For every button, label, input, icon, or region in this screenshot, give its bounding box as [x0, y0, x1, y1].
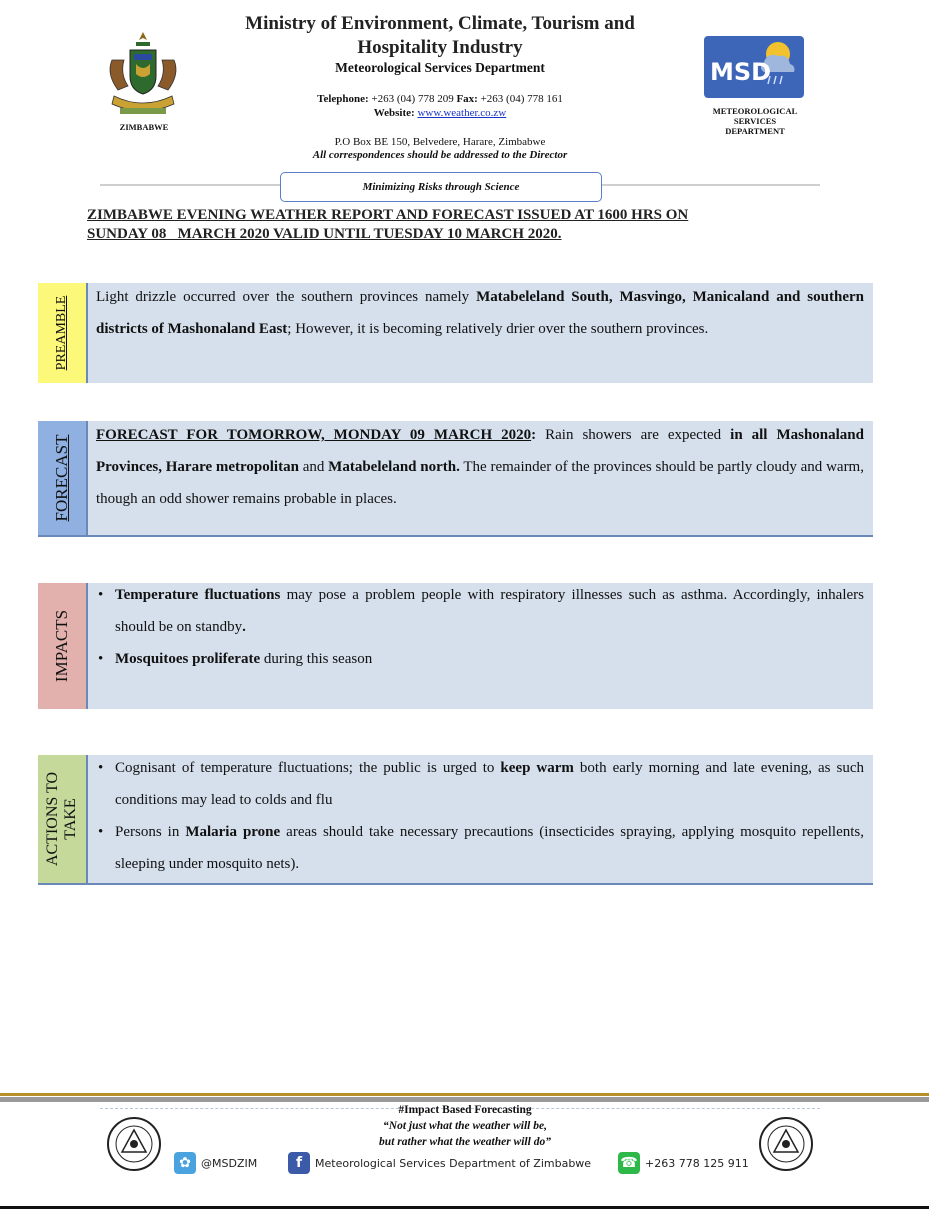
msd-label-line3: DEPARTMENT — [725, 126, 785, 136]
page-bottom-rule — [0, 1206, 929, 1209]
fax-label: Fax: — [456, 93, 478, 105]
forecast-heading: FORECAST FOR TOMORROW, MONDAY 09 MARCH 2020 — [96, 427, 532, 443]
msd-label — [700, 106, 810, 136]
footer-hashtag: #Impact Based Forecasting — [398, 1104, 532, 1116]
preamble-section — [38, 283, 873, 383]
website-label: Website: — [373, 107, 415, 119]
country-label: ZIMBABWE — [119, 122, 169, 132]
forecast-areas-2: Matabeleland north. — [328, 459, 460, 475]
msd-logo — [704, 36, 804, 98]
action-1-text-2: both early morning and late evening, as such conditions may lead to colds and flu — [115, 760, 864, 808]
postal-address: P.O Box BE 150, Belvedere, Harare, Zimbabwe — [334, 136, 546, 148]
twitter-contact[interactable] — [174, 1152, 257, 1174]
impacts-section — [38, 583, 873, 709]
forecast-text-3: The remainder of the provinces should be partly cloudy and warm, though an odd shower remains probable in places. — [96, 459, 864, 507]
facebook-contact[interactable] — [288, 1152, 591, 1174]
iso-seal-right-icon — [758, 1116, 814, 1172]
list-item — [115, 752, 864, 816]
report-title-line1: ZIMBABWE EVENING WEATHER REPORT AND FORECAST ISSUED AT 1600 HRS ON — [87, 207, 689, 223]
address-block — [200, 136, 680, 162]
report-title-line2: SUNDAY 08 MARCH 2020 VALID UNTIL TUESDAY 10 MARCH 2020. — [87, 226, 562, 242]
ministry-name: Ministry of Environment, Climate, Tourism and Hospitality Industry — [245, 13, 635, 58]
footer-quote-line2: but rather what the weather will do” — [379, 1136, 551, 1148]
motto-banner: Minimizing Risks through Science — [280, 172, 602, 202]
whatsapp-icon: ☎ — [618, 1152, 640, 1174]
telephone-label: Telephone: — [317, 93, 369, 105]
forecast-areas-1: in all Mashonaland Provinces, Harare metropolitan — [96, 427, 864, 475]
actions-section — [38, 755, 873, 885]
footer-quote — [300, 1118, 630, 1150]
correspondence-note: All correspondences should be addressed to the Director — [312, 149, 568, 161]
msd-label-line2: SERVICES — [733, 116, 777, 126]
actions-label-line2: TAKE — [62, 798, 79, 840]
coat-of-arms-logo — [100, 30, 186, 120]
contact-info — [200, 92, 680, 120]
forecast-text — [96, 419, 864, 515]
impact-1-end: . — [242, 619, 246, 635]
whatsapp-contact[interactable] — [618, 1152, 749, 1174]
twitter-handle: @MSDZIM — [201, 1156, 258, 1170]
department-name: Meteorological Services Department — [335, 60, 545, 75]
action-2-text-1: Persons in — [115, 824, 186, 840]
actions-list — [96, 752, 864, 880]
footer-quote-line1: “Not just what the weather will be, — [383, 1120, 547, 1132]
impacts-label: IMPACTS — [52, 609, 71, 683]
report-title — [87, 206, 847, 244]
preamble-provinces: Matabeleland South, Masvingo, Manicaland and southern districts of Mashonaland East — [96, 289, 864, 337]
twitter-icon: ✿ — [174, 1152, 196, 1174]
website-link[interactable]: www.weather.co.zw — [417, 107, 507, 119]
list-item — [115, 816, 864, 880]
action-1-text-1: Cognisant of temperature fluctuations; the public is urged to — [115, 760, 501, 776]
facebook-page: Meteorological Services Department of Zimbabwe — [315, 1156, 592, 1170]
impacts-list — [96, 579, 864, 675]
forecast-label: FORECAST — [52, 434, 71, 522]
impact-2-bold: Mosquitoes proliferate — [115, 651, 261, 667]
impact-2-text: during this season — [260, 651, 373, 667]
telephone-number: +263 (04) 778 209 — [371, 93, 454, 105]
impacts-tab — [38, 583, 88, 709]
list-item — [115, 579, 864, 643]
actions-label-line1: ACTIONS TO — [44, 771, 61, 867]
iso-seal-left-icon — [106, 1116, 162, 1172]
preamble-text-1: Light drizzle occurred over the southern provinces namely — [96, 289, 477, 305]
impact-1-text: may pose a problem people with respiratory illnesses such as asthma. Accordingly, inhalers should be on standby — [115, 587, 864, 635]
forecast-text-2: and — [298, 459, 329, 475]
msd-label-line1: METEOROLOGICAL — [712, 106, 798, 116]
facebook-icon: f — [288, 1152, 310, 1174]
footer-gold-rule — [0, 1093, 929, 1096]
msd-logo-text: MSD — [710, 58, 772, 86]
preamble-label: PREAMBLE — [54, 295, 69, 371]
action-2-bold: Malaria prone — [185, 824, 281, 840]
whatsapp-number: +263 778 125 911 — [645, 1156, 749, 1170]
forecast-section — [38, 421, 873, 537]
actions-tab — [38, 755, 88, 883]
action-1-bold: keep warm — [500, 760, 574, 776]
action-2-text-2: areas should take necessary precautions (insecticides spraying, applying mosquito repellents, sleeping under mosquito nets). — [115, 824, 864, 872]
fax-number: +263 (04) 778 161 — [480, 93, 563, 105]
list-item — [115, 643, 864, 675]
preamble-text — [96, 281, 864, 345]
preamble-tab — [38, 283, 88, 383]
forecast-tab — [38, 421, 88, 535]
actions-label — [44, 772, 80, 866]
forecast-heading-colon: : — [531, 427, 537, 443]
forecast-text-1: Rain showers are expected — [536, 427, 731, 443]
preamble-text-2: ; However, it is becoming relatively drier over the southern provinces. — [287, 321, 709, 337]
impact-1-bold: Temperature fluctuations — [115, 587, 281, 603]
